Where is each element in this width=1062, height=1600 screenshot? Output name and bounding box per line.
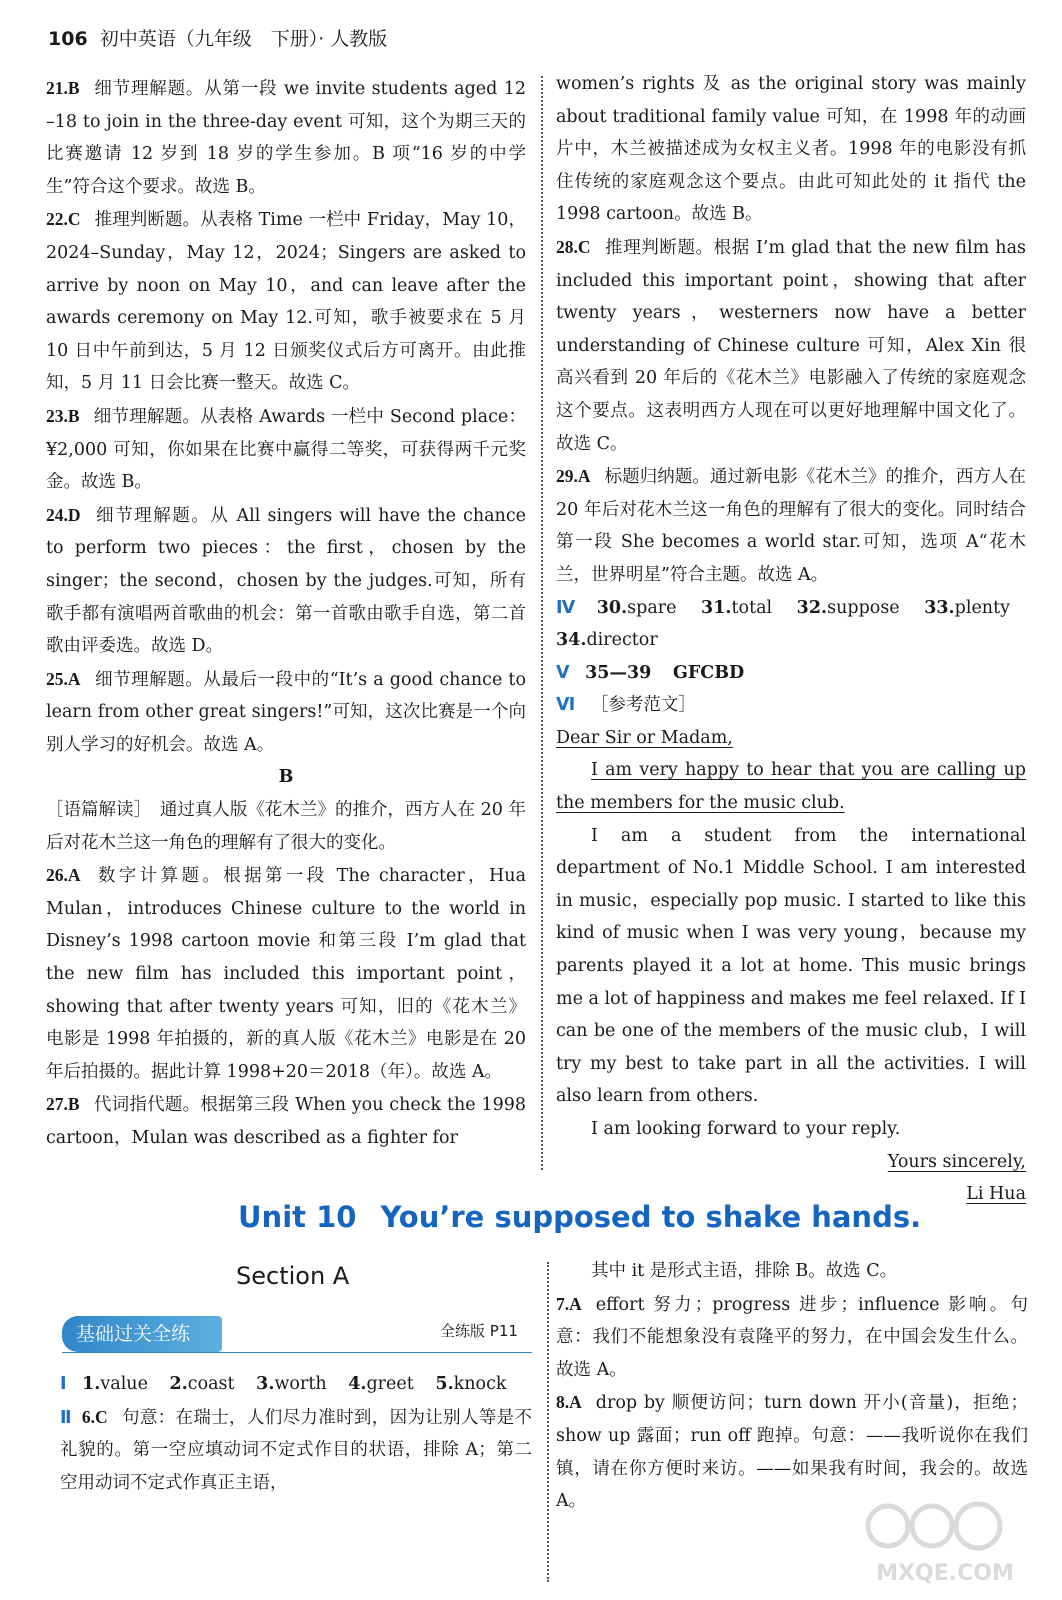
answer-27: 27.B 代词指代题。根据第三段 When you check the 1998 cartoon，Mulan was described as a fighter for (46, 1094, 526, 1148)
answer-24: 24.D 细节理解题。从 All singers will have the chance to perform two pieces：the first，chosen by the singer；the second，chosen by the judges.可知，所有歌手都有演唱两首歌曲的机会：第一首歌由歌手自选，第二首歌由评委选。故选 D。 (46, 504, 526, 657)
answer-30: 30.spare (596, 597, 677, 618)
answer-6-continued: 其中 it 是形式主语，排除 B。故选 C。 (591, 1261, 898, 1281)
page-header (48, 24, 387, 51)
part-4-answers: Ⅳ 30.spare 31.total 32.suppose 33.plenty 34.director (556, 597, 1010, 651)
book-title: 初中英语（九年级 下册）· 人教版 (99, 28, 388, 50)
watermark-logo (860, 1488, 1030, 1588)
banner-underline (62, 1352, 532, 1353)
letter-paragraph-2: I am a student from the international department of No.1 Middle School. I am interested in music，especially pop music. I started to like this kind of music when I was very young，because my parents played it a lot at home. This music brings me a lot of happiness and makes me feel relaxed. If I can be one of the members of the music club，I will try my best to take part in all the activities. I will also learn from others. (556, 825, 1026, 1107)
answer-34: 34.director (556, 630, 658, 651)
column-divider-top (541, 76, 543, 1170)
answer-29: 29.A 标题归纳题。通过新电影《花木兰》的推介，西方人在 20 年后对花木兰这一角色的理解有了很大的变化。同时结合第一段 She becomes a world star.可知，选项 A“花木兰，世界明星”符合主题。故选 A。 (556, 466, 1026, 585)
left-column-bottom (60, 1368, 532, 1499)
answer-28: 28.C 推理判断题。根据 I’m glad that the new film has included this important point，showing that after twenty years，westerners now have a better understanding of Chinese culture 可知，Alex Xin 很高兴看到 20 年后的《花木兰》电影融入了传统的家庭观念这个要点。这表明西方人现在可以更好地理解中国文化了。故选 C。 (556, 236, 1026, 454)
letter-signature: Li Hua (966, 1184, 1026, 1205)
answer-25: 25.A 细节理解题。从最后一段中的“It’s a good chance to learn from other great singers!”可知，这次比赛是一个向别人学习的好机会。故选 A。 (46, 668, 526, 755)
answer-8: 8.A drop by 顺便访问；turn down 开小(音量)，拒绝；show up 露面；run off 跑掉。句意：——我听说你在我们镇，请在你方便时来访。——如果我有时间，我会的。故选 A。 (556, 1392, 1028, 1512)
passage-analysis: ［语篇解读］ 通过真人版《花木兰》的推介，西方人在 20 年后对花木兰这一角色的理解有了很大的变化。 (46, 800, 526, 853)
answer-2: 2.coast (169, 1374, 235, 1394)
answer-3: 3.worth (256, 1374, 327, 1394)
letter-closing: Yours sincerely, (887, 1151, 1026, 1172)
part-6-heading: Ⅵ ［参考范文］ (556, 695, 696, 716)
part-1-answers: Ⅰ 1.value 2.coast 3.worth 4.greet 5.knock (60, 1374, 507, 1394)
unit-title: You’re supposed to shake hands. (380, 1200, 922, 1234)
answer-1: 1.value (82, 1374, 148, 1394)
answer-22: 22.C 推理判断题。从表格 Time 一栏中 Friday，May 10，2024–Sunday，May 12，2024；Singers are asked to arrive by noon on May 10，and can leave after the awards ceremony on May 12.可知，歌手被要求在 5 月 10 日中午前到达，5 月 12 日颁奖仪式后方可离开。由此推知，5 月 11 日会比赛一整天。故选 C。 (46, 209, 526, 394)
letter-paragraph-3: I am looking forward to your reply. (591, 1119, 901, 1139)
letter-paragraph-1: I am very happy to hear that you are calling up the members for the music club. (556, 760, 1026, 814)
practice-banner: 基础过关全练 (62, 1316, 222, 1352)
answer-6: Ⅱ 6.C 句意：在瑞士，人们尽力准时到，因为让别人等是不礼貌的。第一空应填动词不定式作目的状语，排除 A；第二空用动词不定式作真正主语， (60, 1406, 533, 1493)
answer-27-continued: women’s rights 及 as the original story was mainly about traditional family value 可知，在 1998 年的动画片中，木兰被描述成为女权主义者。1998 年的电影没有抓住传统的家庭观念这个要点。由此可知此处的 it 指代 the 1998 cartoon。故选 B。 (556, 74, 1026, 225)
right-column-top (556, 68, 1026, 1211)
left-column-top (46, 72, 526, 1155)
right-column-bottom (556, 1255, 1028, 1518)
column-divider-bottom (547, 1262, 549, 1582)
answer-4: 4.greet (348, 1374, 414, 1394)
answer-33: 33.plenty (924, 597, 1010, 618)
section-b-heading: B (278, 767, 294, 788)
part-5-answers: Ⅴ 35—39 GFCBD (556, 662, 745, 683)
answer-26: 26.A 数字计算题。根据第一段 The character，Hua Mulan，introduces Chinese culture to the world in Disney’s 1998 cartoon movie 和第三段 I’m glad that the new film has included this important point，showing that after twenty years 可知，旧的《花木兰》电影是 1998 年拍摄的，新的真人版《花木兰》电影是在 20 年后拍摄的。据此计算 1998+20＝2018（年）。故选 A。 (46, 865, 526, 1082)
answer-21: 21.B 细节理解题。从第一段 we invite students aged 12 –18 to join in the three-day event 可知，这个为期三天的比赛邀请 12 岁到 18 岁的学生参加。B 项“16 岁的中学生”符合这个要求。故选 B。 (46, 78, 526, 197)
answer-5: 5.knock (435, 1374, 507, 1394)
unit-number: Unit 10 (238, 1200, 357, 1234)
answer-23: 23.B 细节理解题。从表格 Awards 一栏中 Second place：¥2,000 可知，你如果在比赛中赢得二等奖，可获得两千元奖金。故选 B。 (46, 405, 526, 493)
answer-32: 32.suppose (796, 597, 900, 618)
answer-7: 7.A effort 努力；progress 进步；influence 影响。句意：我们不能想象没有袁隆平的努力，在中国会发生什么。故选 A。 (556, 1293, 1028, 1380)
letter-salutation: Dear Sir or Madam, (556, 727, 733, 748)
unit-heading (238, 1200, 921, 1234)
section-heading: Section A (236, 1262, 350, 1290)
banner-reference: 全练版 P11 (440, 1322, 518, 1340)
answer-31: 31.total (701, 597, 773, 618)
page-number: 106 (48, 28, 88, 50)
watermark-text: MXQE.COM (876, 1561, 1014, 1586)
